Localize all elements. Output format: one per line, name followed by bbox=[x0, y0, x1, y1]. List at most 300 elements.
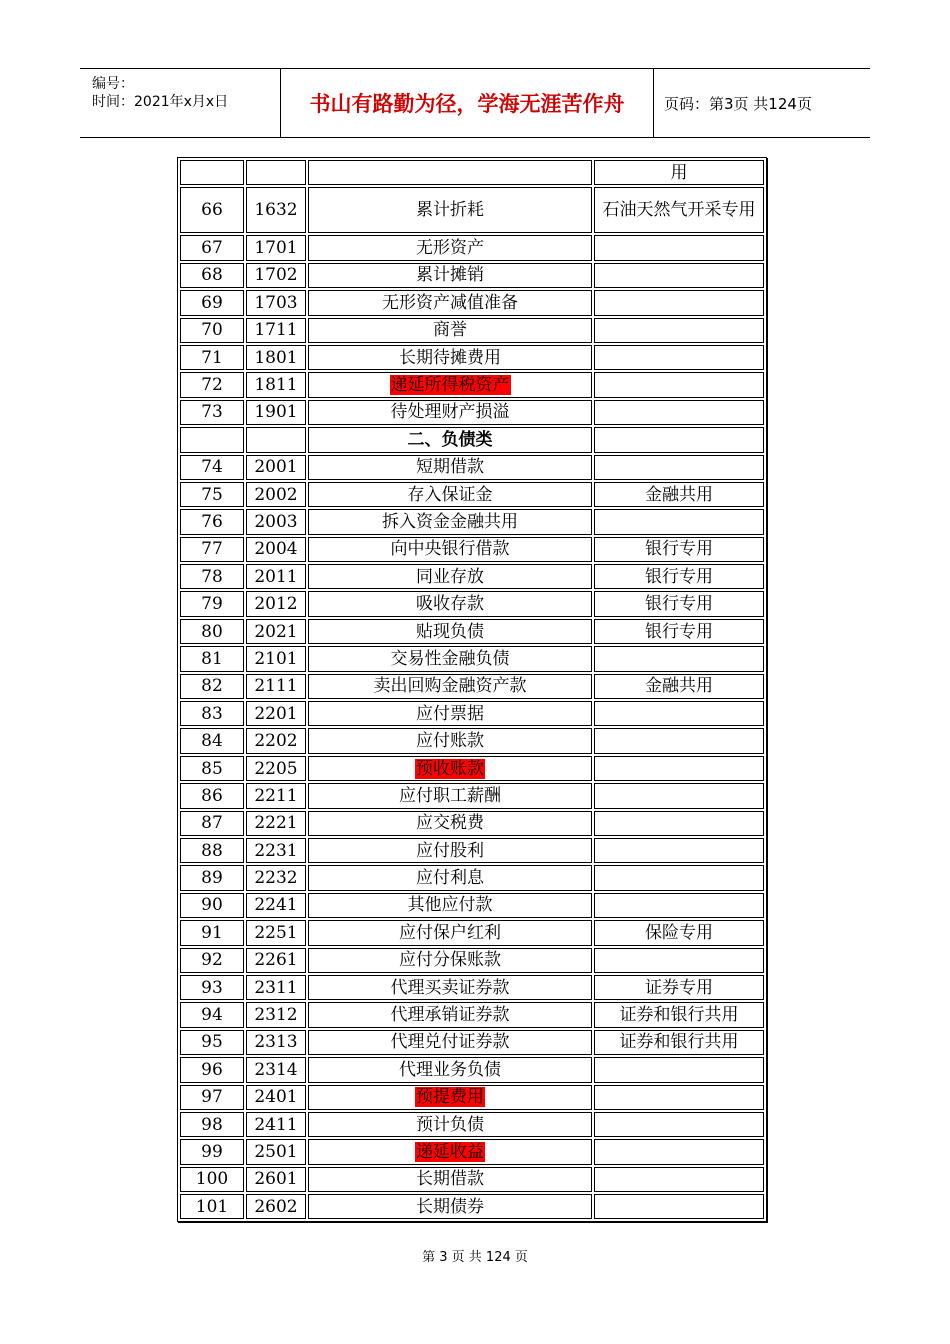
row-number-cell bbox=[180, 1085, 244, 1110]
account-name-text: 代理承销证券款 bbox=[390, 1005, 510, 1026]
account-code-cell bbox=[246, 893, 306, 918]
row-number-text: 89 bbox=[201, 868, 223, 889]
account-code-cell bbox=[246, 1139, 306, 1164]
table-row bbox=[180, 975, 764, 1000]
table-row bbox=[180, 865, 764, 890]
table-row bbox=[180, 400, 764, 425]
account-code-cell bbox=[246, 509, 306, 534]
account-name-cell bbox=[308, 372, 592, 397]
account-name-cell bbox=[308, 509, 592, 534]
account-name-text: 长期借款 bbox=[416, 1169, 484, 1190]
table-row bbox=[180, 591, 764, 616]
account-note-cell bbox=[594, 948, 764, 973]
account-code-text: 2314 bbox=[254, 1059, 298, 1080]
account-name-cell bbox=[308, 674, 592, 699]
account-note-cell bbox=[594, 975, 764, 1000]
account-note-cell bbox=[594, 290, 764, 315]
row-number-text: 77 bbox=[201, 539, 223, 560]
account-code-text: 2002 bbox=[254, 484, 298, 505]
table-row bbox=[180, 1139, 764, 1164]
account-code-cell bbox=[246, 811, 306, 836]
account-code-cell bbox=[246, 427, 306, 452]
account-name-text: 二、负债类 bbox=[407, 429, 493, 450]
account-note-cell bbox=[594, 1057, 764, 1082]
account-code-cell bbox=[246, 948, 306, 973]
table-row bbox=[180, 263, 764, 288]
row-number-text: 95 bbox=[201, 1032, 223, 1053]
account-code-text: 2231 bbox=[254, 840, 298, 861]
account-name-cell bbox=[308, 756, 592, 781]
account-note-text: 金融共用 bbox=[645, 676, 713, 697]
account-code-text: 2241 bbox=[254, 895, 298, 916]
account-note-cell bbox=[594, 235, 764, 260]
account-code-text: 2004 bbox=[254, 539, 298, 560]
row-number-cell bbox=[180, 482, 244, 507]
table-row bbox=[180, 1030, 764, 1055]
account-note-cell bbox=[594, 160, 764, 185]
table-row bbox=[180, 1112, 764, 1137]
row-number-cell bbox=[180, 263, 244, 288]
row-number-cell bbox=[180, 455, 244, 480]
account-code-text: 2202 bbox=[254, 731, 298, 752]
table-row bbox=[180, 1002, 764, 1027]
row-number-cell bbox=[180, 1167, 244, 1192]
account-name-cell bbox=[308, 187, 592, 233]
account-name-cell bbox=[308, 893, 592, 918]
account-name-cell bbox=[308, 646, 592, 671]
account-name-text: 应付票据 bbox=[416, 703, 484, 724]
account-note-cell bbox=[594, 701, 764, 726]
row-number-cell bbox=[180, 564, 244, 589]
account-note-cell bbox=[594, 591, 764, 616]
account-name-text: 存入保证金 bbox=[407, 484, 493, 505]
account-code-cell bbox=[246, 728, 306, 753]
account-code-cell bbox=[246, 537, 306, 562]
row-number-text: 70 bbox=[201, 320, 223, 341]
account-code-cell bbox=[246, 920, 306, 945]
row-number-text: 71 bbox=[201, 347, 223, 368]
account-code-cell bbox=[246, 372, 306, 397]
account-code-cell bbox=[246, 1167, 306, 1192]
account-name-text: 应交税费 bbox=[416, 813, 484, 834]
account-name-text: 商誉 bbox=[433, 320, 467, 341]
account-name-text: 递延收益 bbox=[416, 1141, 484, 1162]
document-number-label: 编号： bbox=[92, 76, 134, 92]
account-name-text: 吸收存款 bbox=[416, 594, 484, 615]
account-code-cell bbox=[246, 160, 306, 185]
account-note-cell bbox=[594, 1112, 764, 1137]
row-number-cell bbox=[180, 509, 244, 534]
account-name-cell bbox=[308, 263, 592, 288]
account-name-text: 无形资产减值准备 bbox=[382, 292, 518, 313]
account-code-cell bbox=[246, 783, 306, 808]
row-number-text: 68 bbox=[201, 265, 223, 286]
row-number-text: 88 bbox=[201, 840, 223, 861]
account-note-cell bbox=[594, 674, 764, 699]
row-number-text: 82 bbox=[201, 676, 223, 697]
account-name-cell bbox=[308, 591, 592, 616]
account-note-cell bbox=[594, 756, 764, 781]
account-note-cell bbox=[594, 646, 764, 671]
table-row bbox=[180, 187, 764, 233]
row-number-cell bbox=[180, 235, 244, 260]
account-code-text: 2205 bbox=[254, 758, 298, 779]
account-note-text: 证券和银行共用 bbox=[619, 1032, 739, 1053]
table-row bbox=[180, 235, 764, 260]
account-code-cell bbox=[246, 701, 306, 726]
table-row bbox=[180, 674, 764, 699]
account-note-cell bbox=[594, 263, 764, 288]
row-number-text: 83 bbox=[201, 703, 223, 724]
row-number-cell bbox=[180, 1030, 244, 1055]
account-code-cell bbox=[246, 1002, 306, 1027]
row-number-cell bbox=[180, 701, 244, 726]
row-number-cell bbox=[180, 1057, 244, 1082]
account-note-text: 银行专用 bbox=[645, 539, 713, 560]
header-meta bbox=[80, 69, 281, 137]
account-code-text: 1701 bbox=[254, 238, 298, 259]
account-name-cell bbox=[308, 290, 592, 315]
account-code-cell bbox=[246, 455, 306, 480]
row-number-cell bbox=[180, 400, 244, 425]
account-code-text: 1632 bbox=[254, 200, 298, 221]
account-name-cell bbox=[308, 564, 592, 589]
account-note-cell bbox=[594, 372, 764, 397]
account-note-cell bbox=[594, 482, 764, 507]
account-note-cell bbox=[594, 619, 764, 644]
account-code-text: 2601 bbox=[254, 1169, 298, 1190]
account-name-text: 预提费用 bbox=[416, 1087, 484, 1108]
row-number-text: 76 bbox=[201, 511, 223, 532]
account-name-cell bbox=[308, 427, 592, 452]
account-name-text: 卖出回购金融资产款 bbox=[373, 676, 527, 697]
document-time-label: 时间：2021年x月x日 bbox=[92, 94, 229, 110]
row-number-text: 92 bbox=[201, 950, 223, 971]
row-number-text: 84 bbox=[201, 731, 223, 752]
account-name-text: 交易性金融负债 bbox=[390, 648, 510, 669]
account-code-cell bbox=[246, 1112, 306, 1137]
account-name-cell bbox=[308, 1030, 592, 1055]
account-name-cell bbox=[308, 701, 592, 726]
header-page-info: 页码：第3页 共124页 bbox=[664, 94, 812, 113]
account-name-cell bbox=[308, 318, 592, 343]
table-row bbox=[180, 1057, 764, 1082]
row-number-text: 80 bbox=[201, 621, 223, 642]
account-name-cell bbox=[308, 345, 592, 370]
account-code-cell bbox=[246, 400, 306, 425]
row-number-cell bbox=[180, 865, 244, 890]
account-note-cell bbox=[594, 811, 764, 836]
row-number-cell bbox=[180, 372, 244, 397]
account-code-cell bbox=[246, 838, 306, 863]
account-name-text: 应付账款 bbox=[416, 731, 484, 752]
row-number-text: 90 bbox=[201, 895, 223, 916]
row-number-text: 67 bbox=[201, 238, 223, 259]
account-name-cell bbox=[308, 455, 592, 480]
account-name-text: 预计负债 bbox=[416, 1114, 484, 1135]
account-name-cell bbox=[308, 975, 592, 1000]
table-row bbox=[180, 455, 764, 480]
table-row bbox=[180, 318, 764, 343]
row-number-text: 75 bbox=[201, 484, 223, 505]
account-note-cell bbox=[594, 1194, 764, 1219]
row-number-text: 86 bbox=[201, 785, 223, 806]
account-note-cell bbox=[594, 345, 764, 370]
account-code-text: 2401 bbox=[254, 1087, 298, 1108]
account-name-cell bbox=[308, 400, 592, 425]
account-note-cell bbox=[594, 728, 764, 753]
table-row bbox=[180, 564, 764, 589]
account-code-text: 1811 bbox=[254, 375, 298, 396]
account-note-cell bbox=[594, 509, 764, 534]
account-code-text: 1703 bbox=[254, 292, 298, 313]
table-row bbox=[180, 756, 764, 781]
account-code-cell bbox=[246, 591, 306, 616]
account-name-text: 贴现负债 bbox=[416, 621, 484, 642]
account-code-cell bbox=[246, 1194, 306, 1219]
row-number-text: 99 bbox=[201, 1141, 223, 1162]
table-row bbox=[180, 537, 764, 562]
account-code-text: 2101 bbox=[254, 648, 298, 669]
account-code-text: 2111 bbox=[254, 676, 298, 697]
account-name-cell bbox=[308, 865, 592, 890]
account-code-text: 1711 bbox=[254, 320, 298, 341]
account-name-cell bbox=[308, 1139, 592, 1164]
account-code-text: 1801 bbox=[254, 347, 298, 368]
account-note-cell bbox=[594, 537, 764, 562]
account-code-cell bbox=[246, 482, 306, 507]
account-note-cell bbox=[594, 427, 764, 452]
account-code-text: 1901 bbox=[254, 402, 298, 423]
row-number-cell bbox=[180, 1112, 244, 1137]
row-number-cell bbox=[180, 1002, 244, 1027]
table-row bbox=[180, 345, 764, 370]
account-note-cell bbox=[594, 893, 764, 918]
account-code-cell bbox=[246, 619, 306, 644]
table-row bbox=[180, 290, 764, 315]
account-name-text: 应付职工薪酬 bbox=[399, 785, 501, 806]
account-name-text: 应付保户红利 bbox=[399, 922, 501, 943]
account-note-cell bbox=[594, 1167, 764, 1192]
account-code-cell bbox=[246, 1030, 306, 1055]
account-code-text: 2011 bbox=[254, 566, 298, 587]
table-row bbox=[180, 509, 764, 534]
row-number-cell bbox=[180, 728, 244, 753]
account-name-cell bbox=[308, 728, 592, 753]
account-note-cell bbox=[594, 920, 764, 945]
account-note-cell bbox=[594, 838, 764, 863]
account-code-cell bbox=[246, 345, 306, 370]
table-row bbox=[180, 783, 764, 808]
account-name-cell bbox=[308, 948, 592, 973]
table-row bbox=[180, 701, 764, 726]
account-note-text: 银行专用 bbox=[645, 594, 713, 615]
table-row bbox=[180, 728, 764, 753]
table-row bbox=[180, 646, 764, 671]
account-name-text: 短期借款 bbox=[416, 457, 484, 478]
account-name-text: 代理兑付证券款 bbox=[390, 1032, 510, 1053]
account-code-text: 1702 bbox=[254, 265, 298, 286]
account-code-cell bbox=[246, 975, 306, 1000]
account-note-cell bbox=[594, 1139, 764, 1164]
row-number-cell bbox=[180, 619, 244, 644]
row-number-text: 98 bbox=[201, 1114, 223, 1135]
table-row bbox=[180, 482, 764, 507]
account-note-text: 银行专用 bbox=[645, 621, 713, 642]
row-number-cell bbox=[180, 646, 244, 671]
account-code-cell bbox=[246, 756, 306, 781]
accounts-table-body bbox=[180, 160, 764, 1219]
row-number-text: 81 bbox=[201, 648, 223, 669]
account-name-text: 应付分保账款 bbox=[399, 950, 501, 971]
row-number-text: 78 bbox=[201, 566, 223, 587]
table-row bbox=[180, 1194, 764, 1219]
table-row bbox=[180, 372, 764, 397]
table-row bbox=[180, 920, 764, 945]
account-note-cell bbox=[594, 564, 764, 589]
account-code-text: 2012 bbox=[254, 594, 298, 615]
account-name-text: 代理买卖证券款 bbox=[390, 977, 510, 998]
account-code-cell bbox=[246, 1057, 306, 1082]
row-number-cell bbox=[180, 427, 244, 452]
row-number-cell bbox=[180, 756, 244, 781]
account-name-cell bbox=[308, 783, 592, 808]
row-number-cell bbox=[180, 920, 244, 945]
row-number-text: 101 bbox=[195, 1196, 229, 1217]
account-code-text: 2232 bbox=[254, 868, 298, 889]
account-code-cell bbox=[246, 564, 306, 589]
account-note-cell bbox=[594, 1002, 764, 1027]
account-note-text: 金融共用 bbox=[645, 484, 713, 505]
account-code-text: 2312 bbox=[254, 1005, 298, 1026]
account-note-text: 保险专用 bbox=[645, 922, 713, 943]
table-row bbox=[180, 811, 764, 836]
table-row bbox=[180, 948, 764, 973]
account-name-text: 待处理财产损溢 bbox=[390, 402, 510, 423]
row-number-cell bbox=[180, 345, 244, 370]
account-code-cell bbox=[246, 263, 306, 288]
account-name-cell bbox=[308, 160, 592, 185]
account-note-text: 用 bbox=[670, 162, 688, 183]
account-note-cell bbox=[594, 318, 764, 343]
account-name-cell bbox=[308, 811, 592, 836]
row-number-cell bbox=[180, 975, 244, 1000]
header-motto: 书山有路勤为径，学海无涯苦作舟 bbox=[281, 69, 654, 137]
table-row bbox=[180, 1167, 764, 1192]
row-number-cell bbox=[180, 1139, 244, 1164]
account-name-cell bbox=[308, 537, 592, 562]
account-name-text: 累计摊销 bbox=[416, 265, 484, 286]
account-code-text: 2021 bbox=[254, 621, 298, 642]
account-name-text: 递延所得税资产 bbox=[390, 375, 510, 396]
account-note-text: 证券和银行共用 bbox=[619, 1005, 739, 1026]
account-code-cell bbox=[246, 187, 306, 233]
account-note-cell bbox=[594, 1030, 764, 1055]
row-number-text: 96 bbox=[201, 1059, 223, 1080]
account-name-cell bbox=[308, 235, 592, 260]
row-number-cell bbox=[180, 948, 244, 973]
row-number-cell bbox=[180, 290, 244, 315]
account-code-text: 2313 bbox=[254, 1032, 298, 1053]
account-name-cell bbox=[308, 1112, 592, 1137]
account-code-text: 2411 bbox=[254, 1114, 298, 1135]
row-number-cell bbox=[180, 674, 244, 699]
row-number-text: 93 bbox=[201, 977, 223, 998]
account-code-cell bbox=[246, 865, 306, 890]
account-name-text: 累计折耗 bbox=[416, 200, 484, 221]
row-number-text: 100 bbox=[195, 1169, 229, 1190]
account-code-text: 2602 bbox=[254, 1196, 298, 1217]
row-number-text: 91 bbox=[201, 922, 223, 943]
account-name-cell bbox=[308, 838, 592, 863]
row-number-text: 69 bbox=[201, 292, 223, 313]
account-name-text: 无形资产 bbox=[416, 238, 484, 259]
row-number-cell bbox=[180, 783, 244, 808]
row-number-cell bbox=[180, 893, 244, 918]
account-note-cell bbox=[594, 783, 764, 808]
table-row bbox=[180, 160, 764, 185]
account-code-cell bbox=[246, 290, 306, 315]
account-code-text: 2251 bbox=[254, 922, 298, 943]
row-number-text: 74 bbox=[201, 457, 223, 478]
account-note-text: 银行专用 bbox=[645, 566, 713, 587]
account-name-text: 其他应付款 bbox=[407, 895, 493, 916]
account-code-cell bbox=[246, 646, 306, 671]
row-number-text: 72 bbox=[201, 375, 223, 396]
row-number-cell bbox=[180, 160, 244, 185]
row-number-text: 87 bbox=[201, 813, 223, 834]
account-name-cell bbox=[308, 1167, 592, 1192]
row-number-text: 73 bbox=[201, 402, 223, 423]
account-code-cell bbox=[246, 1085, 306, 1110]
account-note-text: 证券专用 bbox=[645, 977, 713, 998]
account-code-text: 2201 bbox=[254, 703, 298, 724]
page-header bbox=[80, 68, 870, 138]
account-name-cell bbox=[308, 1194, 592, 1219]
account-name-text: 应付利息 bbox=[416, 868, 484, 889]
account-code-text: 2221 bbox=[254, 813, 298, 834]
row-number-cell bbox=[180, 318, 244, 343]
account-note-cell bbox=[594, 455, 764, 480]
table-row bbox=[180, 838, 764, 863]
table-row bbox=[180, 619, 764, 644]
account-code-text: 2001 bbox=[254, 457, 298, 478]
row-number-text: 94 bbox=[201, 1005, 223, 1026]
table-row bbox=[180, 1085, 764, 1110]
accounts-table bbox=[177, 157, 767, 1222]
row-number-cell bbox=[180, 537, 244, 562]
row-number-text: 66 bbox=[201, 200, 223, 221]
page-footer: 第 3 页 共 124 页 bbox=[422, 1250, 528, 1265]
row-number-cell bbox=[180, 187, 244, 233]
row-number-cell bbox=[180, 838, 244, 863]
account-name-text: 拆入资金金融共用 bbox=[382, 511, 518, 532]
account-code-cell bbox=[246, 674, 306, 699]
account-code-text: 2311 bbox=[254, 977, 298, 998]
account-name-cell bbox=[308, 920, 592, 945]
account-code-text: 2211 bbox=[254, 785, 298, 806]
account-code-text: 2501 bbox=[254, 1141, 298, 1162]
row-number-text: 97 bbox=[201, 1087, 223, 1108]
account-note-cell bbox=[594, 400, 764, 425]
account-name-text: 预收账款 bbox=[416, 758, 484, 779]
account-name-cell bbox=[308, 619, 592, 644]
account-code-cell bbox=[246, 318, 306, 343]
account-name-text: 代理业务负债 bbox=[399, 1059, 501, 1080]
account-note-cell bbox=[594, 1085, 764, 1110]
account-note-cell bbox=[594, 865, 764, 890]
account-code-cell bbox=[246, 235, 306, 260]
